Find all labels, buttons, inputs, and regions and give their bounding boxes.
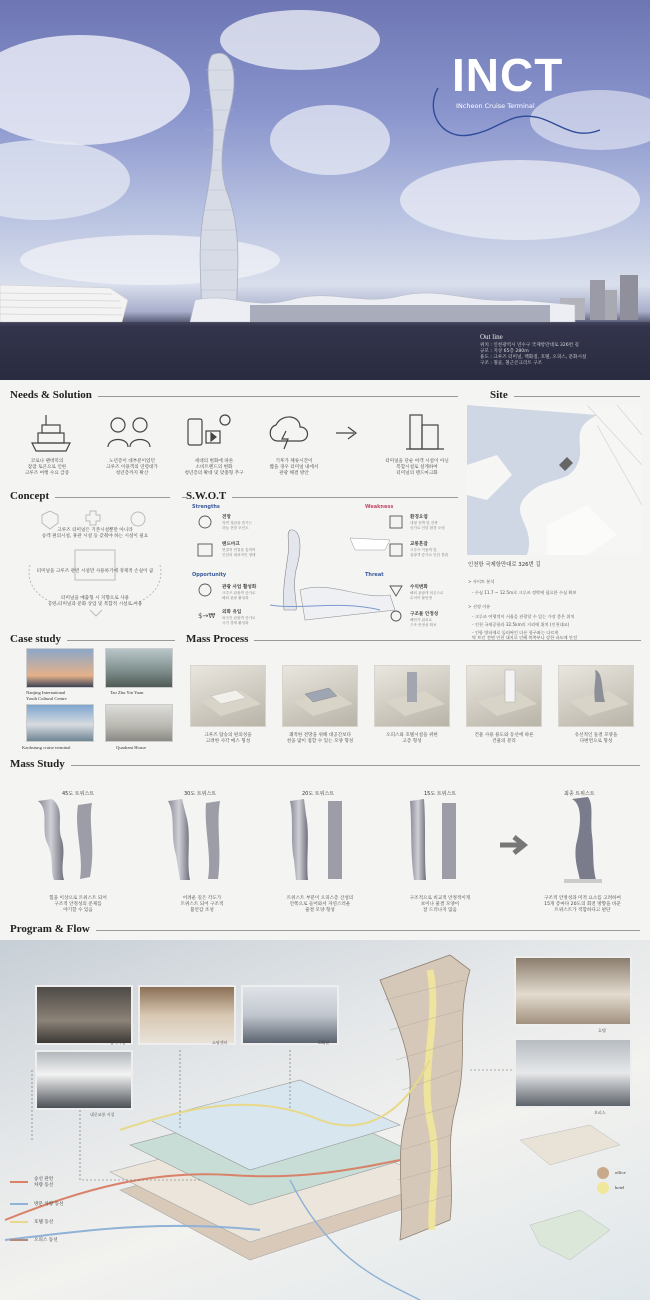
site-map <box>467 405 642 555</box>
swot-item-title: 랜드마크 <box>222 542 240 547</box>
mass-process-model <box>558 665 634 727</box>
need-text: 노년층이 대부분이었던 크루즈 이용객의 연령대가 청년층까지 확산 <box>106 459 158 476</box>
section-title-needs: Needs & Solution <box>10 389 98 401</box>
case-caption: Tao Zhu Yin Yuan <box>110 690 144 695</box>
swot-item-title: 전망 <box>222 515 231 520</box>
swot-opportunity: Opportunity <box>192 572 227 578</box>
site-analysis: - 수심 11.7 ~ 12.5m로 크루즈 정박에 필요한 수심 확보 <box>472 590 577 595</box>
mass-study-caption: 어려운 길은 각도가 트위스트 되어 구조적 불안감 조성 <box>180 896 224 914</box>
elderly-people-icon <box>108 418 150 447</box>
arrow-right-icon <box>336 427 356 439</box>
mass-study-label: 45도 트위스트 <box>62 791 95 797</box>
case-image <box>26 648 94 688</box>
photo-caption: CIQ실 <box>318 1040 329 1045</box>
photo-caption: 대중교통 시설 <box>90 1112 115 1117</box>
swot-item-desc: 해외 관광객 의존으로 수익이 불안정 <box>410 591 444 600</box>
swot-item-title: 구조물 안정성 <box>410 612 439 617</box>
mass-process-caption: 오피스와 호텔시설을 위한 고층 형성 <box>386 733 438 745</box>
site-address: 인천항 국제항만대로 326번 길 <box>468 562 541 568</box>
swot-illustration <box>190 510 460 635</box>
need-text: 코로나 팬데믹의 잠잠 토큰으로 인한 크루즈 여행 수요 급증 <box>24 459 70 476</box>
divider <box>10 930 640 931</box>
swot-item-title: 교통혼잡 <box>410 542 428 547</box>
legend-label-hotel: hotel <box>615 1185 625 1190</box>
mass-process-model <box>282 665 358 727</box>
swot-item-desc: 외국인 관광객 증가로 국가 경제 활성화 <box>222 616 256 625</box>
case-caption: Quadrant House <box>116 745 146 750</box>
swot-strengths: Strengths <box>192 504 220 510</box>
mass-process-caption: 쾌적한 전망을 위해 대공간보다 천을 많이 접할 수 있는 모양 형성 <box>286 733 354 745</box>
swot-item-desc: 해안가 위치로 구조 안정성 확보 <box>410 618 437 627</box>
swot-item-desc: 크루즈 이용객 및 관광객 증가로 인한 혼잡 <box>410 548 449 557</box>
site-reason: - 인천 국제공항과 32.5km의 거리에 위치 (인천대교) <box>472 622 570 627</box>
case-image <box>105 704 173 742</box>
swot-item-title: 외화 유입 <box>222 610 242 615</box>
swot-item-desc: 크루즈 관광객 증가로 해외 관광 활성화 <box>222 591 256 600</box>
outline-line: 위치 : 인천광역시 연수구 국제항만대로 326번 길 <box>480 343 579 348</box>
mass-process-model <box>190 665 266 727</box>
program-photo <box>138 985 236 1045</box>
outline-line: 규모 : 지상 65층 280m <box>480 349 529 354</box>
program-photo <box>35 1050 133 1110</box>
site-reason-title: > 선정 이유 <box>468 604 491 609</box>
swot-item-desc: 대형 선박 및 건축 증가로 인한 환경 오염 <box>410 521 445 530</box>
mass-study-label: 20도 트위스트 <box>302 791 335 797</box>
need-text: 세대의 변화에 따른 소비트렌드의 변화 청년층의 확대 및 맞춤형 추구 <box>184 459 244 476</box>
concept-text: 터미널을 크루즈 관련 시설만 사용하기에 경제적 손실이 큼 <box>36 569 154 574</box>
site-reason: - 크루즈 여행객이 서울을 관광할 수 있는 가장 좋은 위치 <box>472 614 575 619</box>
mass-process-caption: 크루즈 탑승의 편의성을 고려한 사각 매스 형성 <box>204 733 252 745</box>
need-text: 기후가 체류시간이 짧을 경우 터미널 내에서 관광 해결 방안 <box>269 459 319 476</box>
swot-item-desc: 연결적 연결을 통하여 인천의 대표적인 형태 <box>222 548 256 557</box>
case-image <box>26 704 94 742</box>
climate-icon <box>270 417 307 449</box>
needs-icons <box>20 405 460 460</box>
concept-text: 크루즈 터미널은 기본시설뿐만 아니라 승객 편의시설, 휴관 시설 등 갖춰야 하는 시설이 필요 <box>41 528 149 539</box>
swot-threat: Threat <box>365 572 384 578</box>
section-title-concept: Concept <box>10 490 55 502</box>
mass-process-model <box>466 665 542 727</box>
mass-study-label: 30도 트위스트 <box>184 791 217 797</box>
section-title-swot: S.W.O.T <box>186 490 232 502</box>
section-title-site: Site <box>490 389 514 401</box>
case-image <box>105 648 173 688</box>
mass-study-caption: 힘을 이상으로 트위스트 되어 구조적 안정성의 문제를 야기할 수 있음 <box>49 896 107 914</box>
mass-study-caption: 구조적으로 비교적 안정적이게 보이나 물결 모양이 잘 드러나지 않음 <box>409 896 471 914</box>
legend-label-flow: 승선 관련 차량 동선 <box>34 1177 54 1188</box>
section-title-mass-process: Mass Process <box>186 633 254 645</box>
program-photo <box>35 985 133 1045</box>
hero-image <box>0 0 650 380</box>
photo-caption: 쇼핑센터 <box>212 1040 228 1045</box>
concept-text: 터미널을 매출형 시 지향으로 사용 공연 터미널과 문화 상업 및 복합적 시설로 이용 <box>47 596 143 607</box>
project-subtitle: INcheon Cruise Terminal <box>456 102 535 110</box>
case-caption: Nanjing International Youth Cultural Centre <box>26 690 67 701</box>
mass-study-caption: 구조적 안정성과 미적 요소를 고려하여 15개 층마다 20도의 회전 방향을 바꾼 트위스트가 적합하다고 판단 <box>544 896 621 914</box>
section-title-mass-study: Mass Study <box>10 758 71 770</box>
svg-text:$→₩: $→₩ <box>198 612 216 620</box>
swot-item-title: 환경오염 <box>410 515 428 520</box>
section-title-case: Case study <box>10 633 67 645</box>
mass-process-caption: 건물 사용 용도와 동선에 따른 건물의 분리 <box>474 733 534 745</box>
site-analysis-title: > 사이트 분석 <box>468 579 495 584</box>
outline-line: 구조 : 철골, 철근콘크리트 구조 <box>480 361 543 366</box>
mass-process-caption: 유선적인 돌결 모양을 다변면으로 형성 <box>574 733 618 745</box>
legend-label-flow: 호텔 동선 <box>34 1220 54 1225</box>
smartphone-icon <box>188 415 230 445</box>
cruise-ship-icon <box>32 415 70 451</box>
photo-caption: 호텔 <box>598 1028 606 1033</box>
program-photo <box>241 985 339 1045</box>
legend-label-office: office <box>615 1170 626 1175</box>
swot-item-desc: 자연 경관을 즐기는 하늘 전망 포인트 <box>222 521 253 530</box>
photo-caption: 놀이시설 <box>110 1040 126 1045</box>
site-reason: - 인항 방파제로 둘러싸인 다른 항구와는 다르게 탁 트인 전면 인천 대지로 인해 북쪽부나 강한 파도에 안전 <box>472 630 578 641</box>
photo-caption: 오피스 <box>594 1110 606 1115</box>
swot-weakness: Weakness <box>365 504 394 510</box>
project-title: INCT <box>452 49 564 101</box>
swot-item-title: 관광 사업 활성화 <box>222 585 257 590</box>
outline-line: 용도 : 크루즈 터미널, 백화점, 호텔, 오피스, 문화시설 <box>480 355 587 360</box>
section-title-program: Program & Flow <box>10 923 96 935</box>
outline-title: Out line <box>480 333 503 341</box>
mass-study-caption: 트위스트 부분이 오피스층 산성의 안쪽으로 들어와서 자연스러운 물결 모양 형성 <box>286 896 354 914</box>
case-caption: Kaohsiung cruise terminal <box>22 745 71 750</box>
mass-study-label: 15도 트위스트 <box>424 791 457 797</box>
mass-study-label: 최종 트위스트 <box>564 791 595 797</box>
program-photo <box>514 956 632 1026</box>
tower-icon <box>406 415 444 449</box>
legend-label-flow: 오피스 동선 <box>34 1238 58 1243</box>
divider <box>10 765 640 766</box>
program-photo <box>514 1038 632 1108</box>
need-text: 터미널을 단순 여객 시설이 아닌 복합시설로 설계하여 터미널의 랜드마크화 <box>385 459 449 476</box>
mass-process-model <box>374 665 450 727</box>
swot-item-title: 수익변화 <box>410 585 428 590</box>
legend-label-flow: 방문 차량 동선 <box>34 1202 64 1207</box>
